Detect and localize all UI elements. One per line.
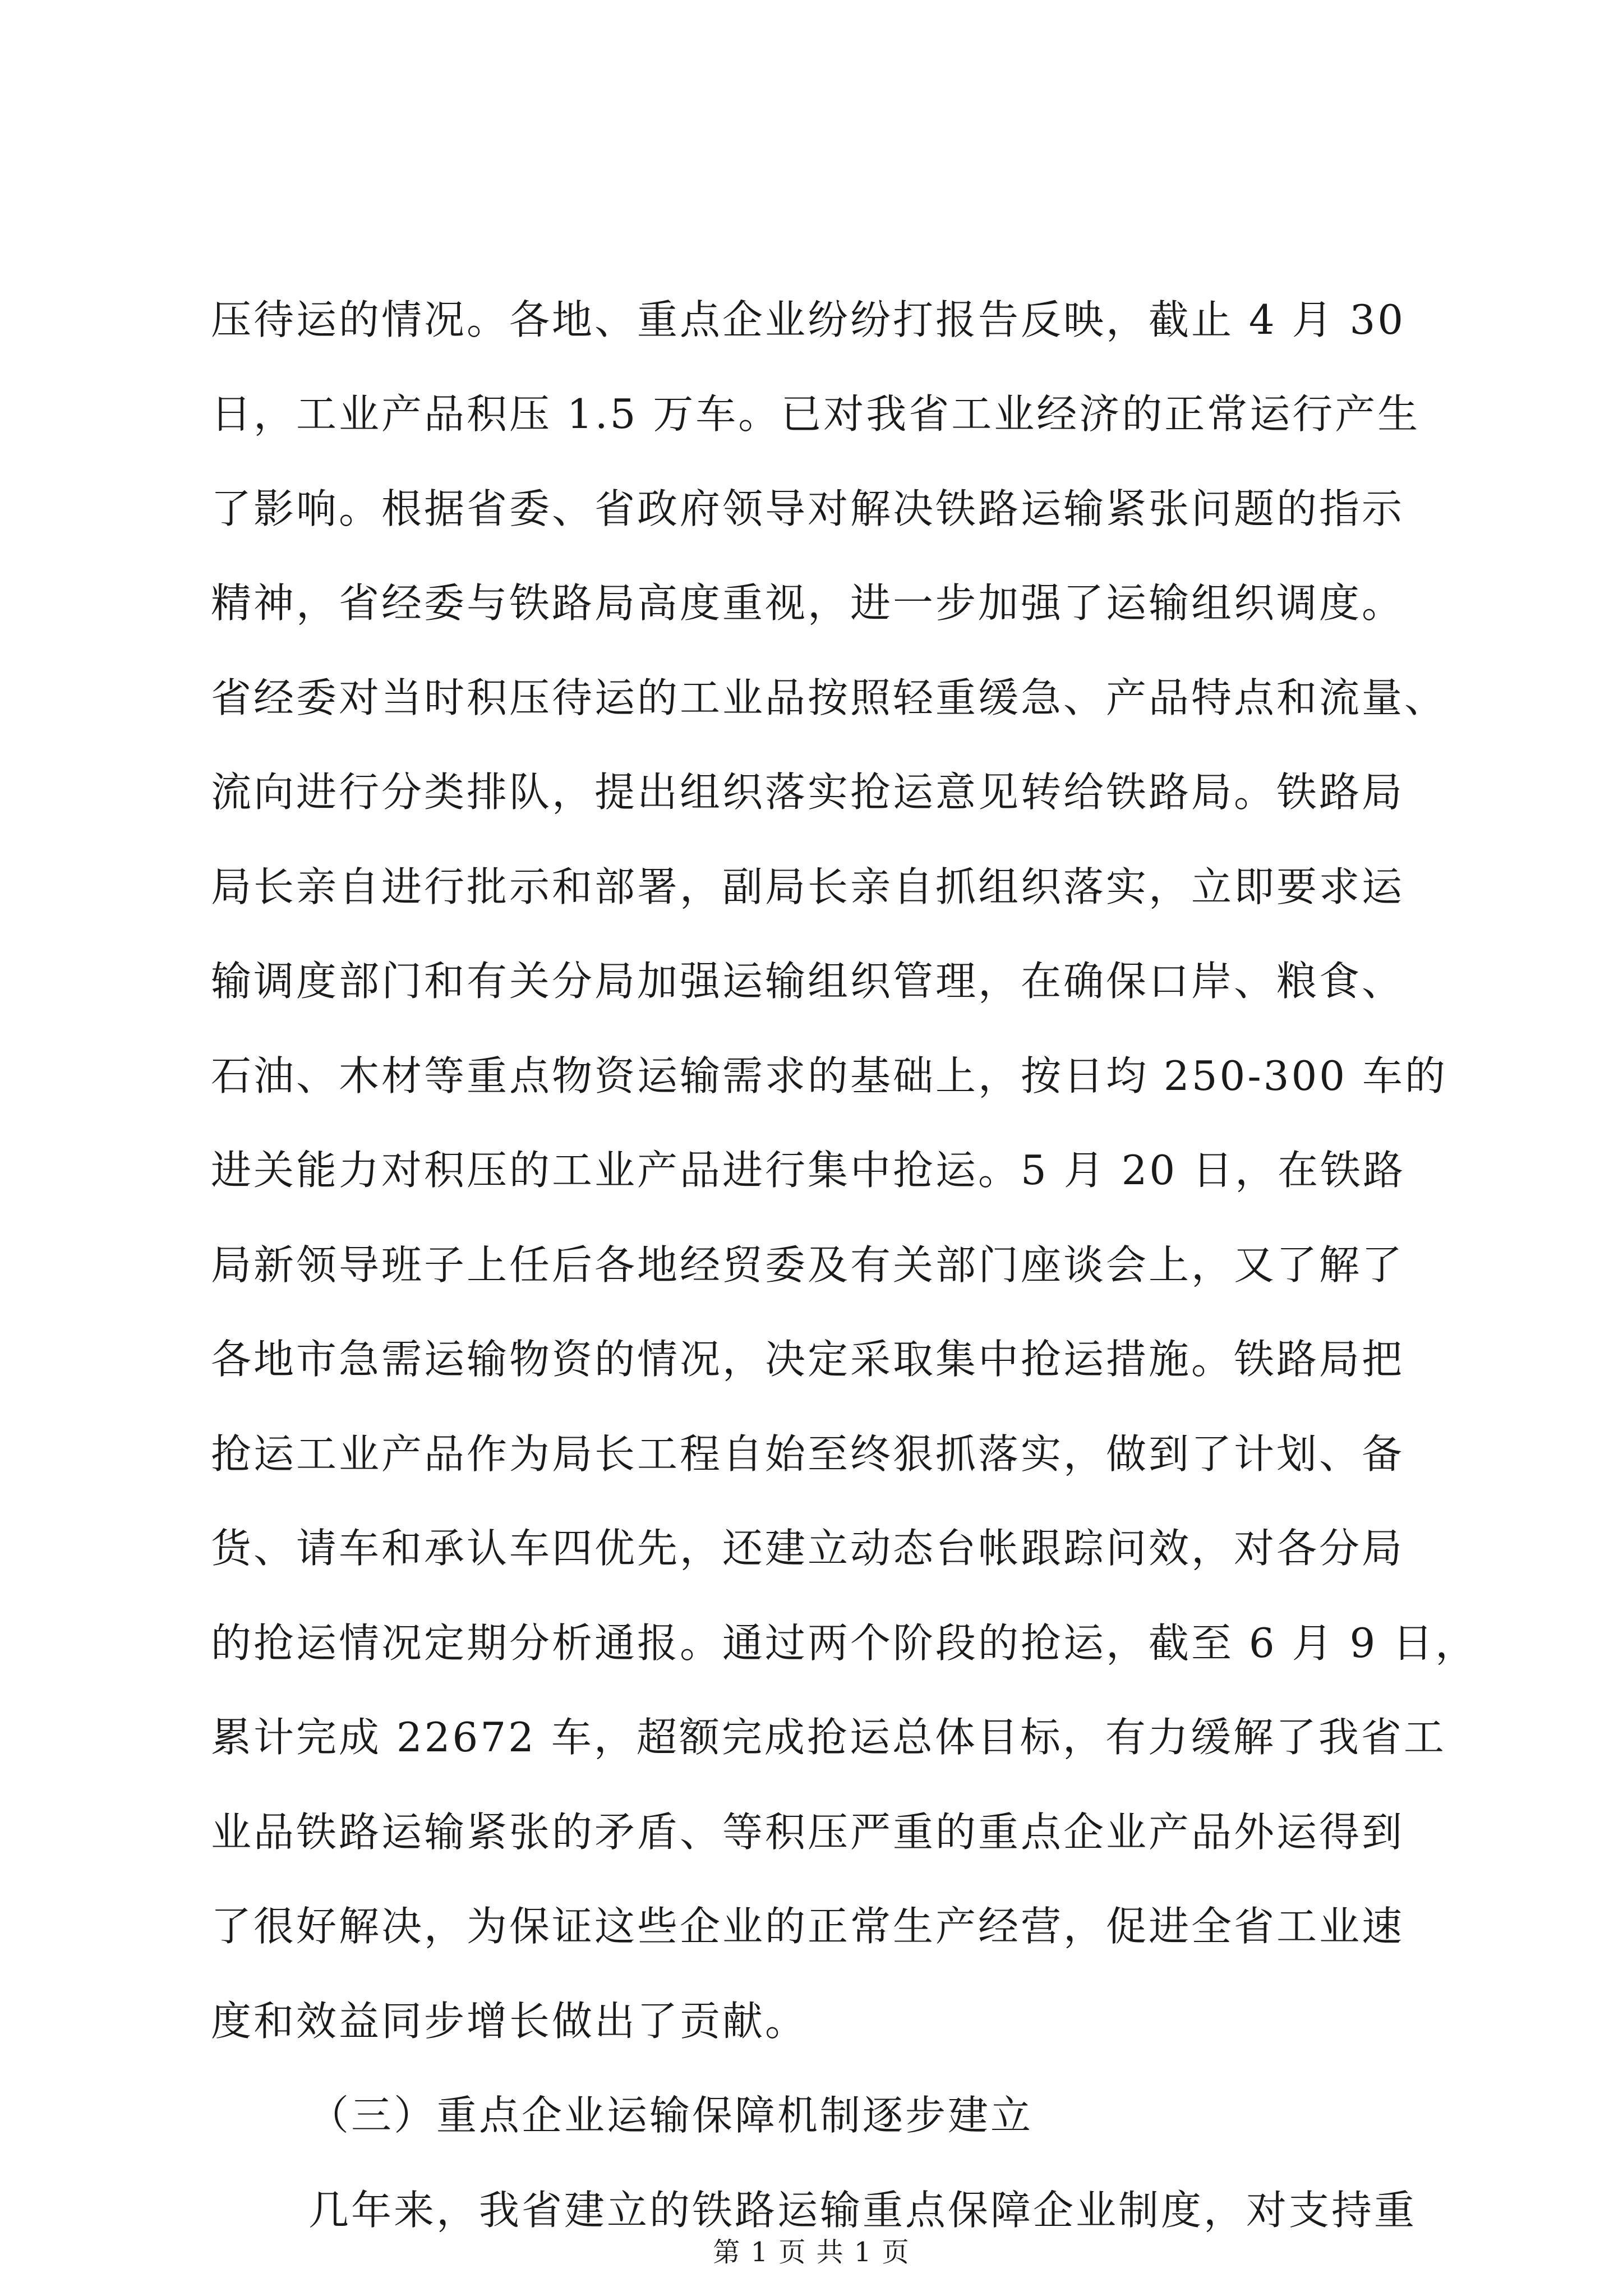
body-text-line: 流向进行分类排队，提出组织落实抢运意见转给铁路局。铁路局 xyxy=(211,769,1405,816)
body-text-line: 输调度部门和有关分局加强运输组织管理，在确保口岸、粮食、 xyxy=(211,958,1405,1005)
body-text-line: 局长亲自进行批示和部署，副局长亲自抓组织落实，立即要求运 xyxy=(211,863,1405,910)
body-text-line: 日，工业产品积压 1.5 万车。已对我省工业经济的正常运行产生 xyxy=(211,390,1421,438)
body-text-line: 了很好解决，为保证这些企业的正常生产经营，促进全省工业速 xyxy=(211,1903,1405,1950)
body-text-line: 的抢运情况定期分析通报。通过两个阶段的抢运，截至 6 月 9 日， xyxy=(211,1619,1478,1667)
body-text-line: 货、请车和承认车四优先，还建立动态台帐跟踪问效，对各分局 xyxy=(211,1525,1405,1572)
body-text-line: 省经委对当时积压待运的工业品按照轻重缓急、产品特点和流量、 xyxy=(211,674,1447,721)
body-text-line: 累计完成 22672 车，超额完成抢运总体目标，有力缓解了我省工 xyxy=(211,1714,1446,1761)
body-text-line: 了影响。根据省委、省政府领导对解决铁路运输紧张问题的指示 xyxy=(211,485,1405,532)
paragraph-start-line: 几年来，我省建立的铁路运输重点保障企业制度，对支持重 xyxy=(308,2187,1417,2234)
page-footer: 第 1 页 共 1 页 xyxy=(713,2237,910,2268)
body-text-line: 抢运工业产品作为局长工程自始至终狠抓落实，做到了计划、备 xyxy=(211,1430,1405,1478)
body-text-line: 业品铁路运输紧张的矛盾、等积压严重的重点企业产品外运得到 xyxy=(211,1809,1405,1856)
body-text-line: 进关能力对积压的工业产品进行集中抢运。5 月 20 日，在铁路 xyxy=(211,1147,1406,1194)
body-text-line: 度和效益同步增长做出了贡献。 xyxy=(211,1998,808,2045)
body-text-line: 各地市急需运输物资的情况，决定采取集中抢运措施。铁路局把 xyxy=(211,1336,1405,1383)
section-heading: （三）重点企业运输保障机制逐步建立 xyxy=(308,2092,1034,2139)
body-text-line: 压待运的情况。各地、重点企业纷纷打报告反映，截止 4 月 30 xyxy=(211,296,1406,343)
body-text-line: 局新领导班子上任后各地经贸委及有关部门座谈会上，又了解了 xyxy=(211,1241,1405,1289)
body-text-line: 石油、木材等重点物资运输需求的基础上，按日均 250-300 车的 xyxy=(211,1052,1447,1099)
body-text-line: 精神，省经委与铁路局高度重视，进一步加强了运输组织调度。 xyxy=(211,579,1405,627)
